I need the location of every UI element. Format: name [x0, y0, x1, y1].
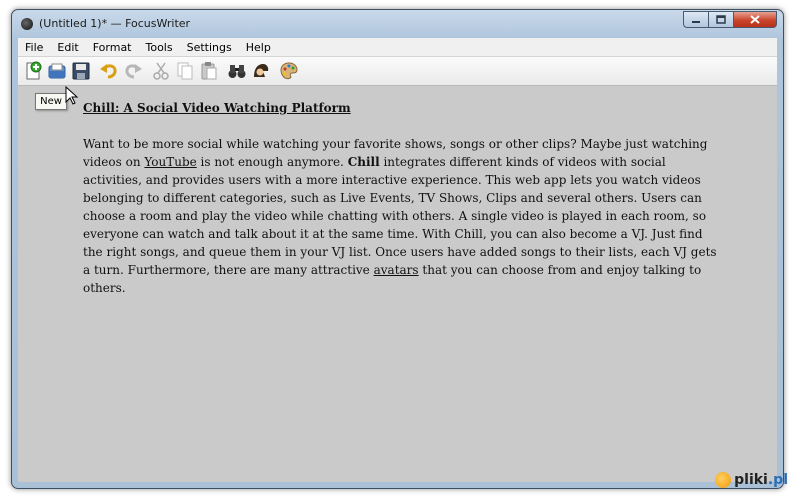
save-button[interactable]	[69, 59, 93, 83]
redo-button[interactable]	[121, 59, 145, 83]
new-button[interactable]	[21, 59, 45, 83]
avatars-link[interactable]: avatars	[373, 263, 419, 277]
minimize-icon	[691, 16, 701, 24]
app-window	[11, 9, 784, 489]
find-button[interactable]	[225, 59, 249, 83]
title-bar[interactable]	[12, 10, 783, 38]
document-title: Chill: A Social Video Watching Platform	[83, 101, 351, 115]
chill-bold-text: Chill	[347, 155, 380, 169]
menu-edit[interactable]: Edit	[57, 40, 79, 54]
window-title: (Untitled 1)* — FocusWriter	[39, 17, 191, 30]
close-icon	[750, 15, 760, 24]
document-content[interactable]	[83, 99, 723, 297]
paste-icon	[199, 61, 219, 81]
paragraph-text: that you can choose from and enjoy talking to others.	[83, 263, 702, 295]
binoculars-icon	[227, 61, 247, 81]
mouse-cursor-icon	[65, 86, 79, 106]
undo-button[interactable]	[97, 59, 121, 83]
document-area[interactable]	[18, 86, 777, 482]
youtube-link[interactable]: YouTube	[144, 155, 197, 169]
menu-format[interactable]: Format	[92, 40, 132, 54]
maximize-button[interactable]	[709, 11, 734, 28]
copy-icon	[175, 61, 195, 81]
paste-button[interactable]	[197, 59, 221, 83]
paragraph-text: integrates different kinds of videos with social activities, and provides users with a more interactive experience. This web app lets you watch videos belonging to different categories, such as Live Events, TV Shows, Clips and several others. Users can choose a room and play the video while chatting with others. A single video is played in each room, so everyone can watch and talk about it at the same time. With Chill, you can also become a VJ. Just find the right songs, and queue them in your VJ list. Once users have added songs to their lists, each VJ gets a turn. Furthermore, there are many attractive	[83, 155, 717, 277]
open-button[interactable]	[45, 59, 69, 83]
minimize-button[interactable]	[683, 11, 709, 28]
menu-bar	[18, 38, 777, 57]
new-icon	[23, 61, 43, 81]
open-icon	[47, 61, 67, 81]
close-button[interactable]	[734, 11, 777, 28]
watermark-ext: .pl	[767, 472, 788, 488]
window-controls	[683, 11, 777, 28]
watermark-name: pliki	[734, 472, 768, 488]
maximize-icon	[716, 15, 726, 24]
copy-button[interactable]	[173, 59, 197, 83]
focus-button[interactable]	[249, 59, 273, 83]
paragraph-text: Want to be more social while watching your favorite shows, songs or other clips? Maybe just watching videos on	[83, 137, 708, 169]
watermark-logo-icon	[715, 472, 731, 488]
redo-icon	[123, 61, 143, 81]
document-paragraph	[83, 135, 723, 297]
menu-help[interactable]: Help	[245, 40, 271, 54]
focus-icon	[251, 61, 271, 81]
focuswriter-app-icon[interactable]	[21, 18, 33, 30]
new-tooltip: New	[35, 93, 67, 110]
undo-icon	[99, 61, 119, 81]
watermark	[715, 472, 788, 488]
themes-button[interactable]	[277, 59, 301, 83]
toolbar	[18, 57, 777, 86]
menu-settings[interactable]: Settings	[186, 40, 232, 54]
menu-tools[interactable]: Tools	[145, 40, 173, 54]
palette-icon	[279, 61, 299, 81]
paragraph-text: is not enough anymore.	[196, 155, 348, 169]
menu-file[interactable]: File	[25, 40, 44, 54]
cut-button[interactable]	[149, 59, 173, 83]
save-icon	[71, 61, 91, 81]
cut-icon	[151, 61, 171, 81]
